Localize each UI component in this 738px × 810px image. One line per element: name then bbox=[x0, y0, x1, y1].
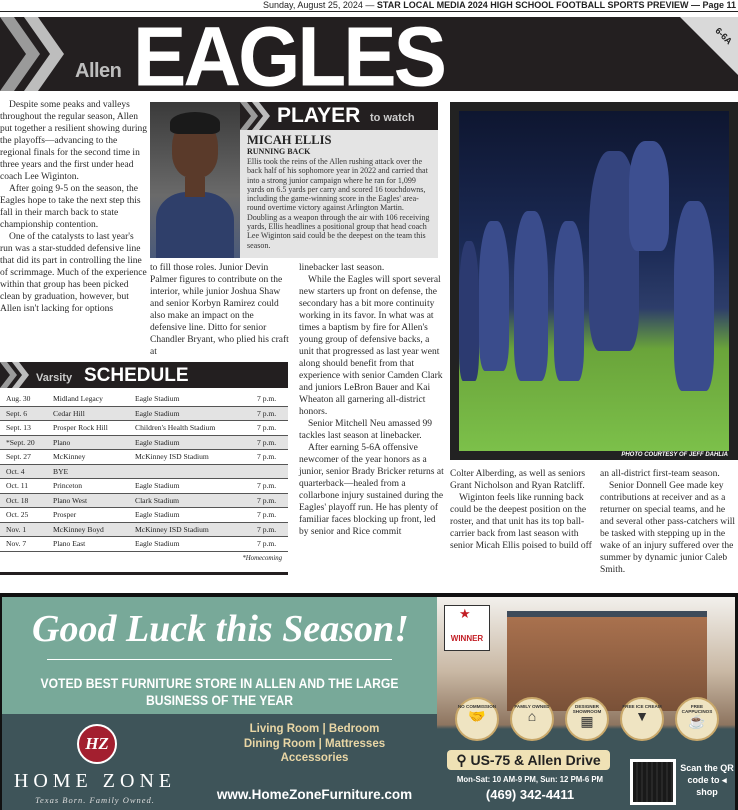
schedule-row bbox=[0, 392, 288, 407]
home-zone-logo: HZ bbox=[77, 724, 117, 764]
team-name: EAGLES bbox=[133, 17, 444, 91]
schedule-row bbox=[0, 465, 288, 480]
brand-name: HOME ZONE bbox=[13, 770, 177, 792]
store-building-image bbox=[507, 611, 707, 711]
map-pin-icon: ⚲ bbox=[456, 752, 471, 768]
publication-title: STAR LOCAL MEDIA 2024 HIGH SCHOOL FOOTBALL SPORTS PREVIEW bbox=[376, 0, 689, 10]
chevrons-icon bbox=[240, 102, 276, 130]
article-paragraph: Wiginton feels like running back could be the deepest position on the roster, and that unit has its top ball-carrier back from last season with senior Micah Ellis poised to build off bbox=[450, 493, 592, 551]
schedule-time: 7 p.m. bbox=[257, 394, 277, 403]
schedule-opponent: McKinney bbox=[53, 452, 86, 461]
badge-no-commission bbox=[455, 697, 499, 741]
schedule-opponent: BYE bbox=[53, 466, 69, 476]
article-column-4 bbox=[450, 468, 596, 552]
article-column-2 bbox=[150, 262, 290, 358]
schedule-venue: Clark Stadium bbox=[135, 495, 180, 505]
schedule-date: Sept. 27 bbox=[6, 452, 31, 461]
game-photo-image bbox=[459, 111, 729, 451]
schedule-date: *Sept. 20 bbox=[6, 437, 35, 447]
schedule-row bbox=[0, 508, 288, 523]
article-paragraph: While the Eagles will sport several new starters up front on defense, the secondary has a bit more continuity working in its favor. In what was at times a baptism by fire for Allen's young group of defensive backs, a unit that progressed as last year went along should benefit from that experience with senior Camden Clark and juniors LeBron Bauer and Kai Wheaton all garnering all-district honors. bbox=[299, 275, 443, 417]
store-phone[interactable]: (469) 342-4411 bbox=[485, 787, 575, 802]
schedule-heading: SCHEDULE bbox=[84, 365, 189, 386]
schedule-rule bbox=[0, 572, 288, 575]
schedule-opponent: Cedar Hill bbox=[53, 408, 85, 418]
schedule-time: 7 p.m. bbox=[257, 539, 277, 548]
handshake-icon: 🤝 bbox=[468, 710, 486, 725]
page-header-line bbox=[263, 0, 736, 10]
schedule-opponent: McKinney Boyd bbox=[53, 524, 104, 534]
house-icon: ⌂ bbox=[527, 710, 537, 725]
schedule-time: 7 p.m. bbox=[257, 495, 277, 505]
schedule-venue: Eagle Stadium bbox=[135, 510, 180, 519]
district-corner bbox=[680, 17, 738, 75]
schedule-opponent: Princeton bbox=[53, 481, 83, 490]
schedule-opponent: Midland Legacy bbox=[53, 394, 103, 403]
schedule-footnote: *Homecoming bbox=[242, 555, 282, 562]
store-hours: Mon-Sat: 10 AM-9 PM, Sun: 12 PM-6 PM bbox=[456, 775, 604, 784]
schedule-venue: Eagle Stadium bbox=[135, 539, 180, 548]
chevrons-icon bbox=[0, 362, 40, 388]
schedule-row bbox=[0, 421, 288, 436]
schedule-time: 7 p.m. bbox=[257, 437, 277, 447]
schedule-time: 7 p.m. bbox=[257, 510, 277, 519]
schedule-date: Aug. 30 bbox=[6, 394, 31, 403]
website-link[interactable]: www.HomeZoneFurniture.com bbox=[216, 787, 413, 802]
schedule-opponent: Plano bbox=[53, 437, 71, 447]
badge-label: FAMILY OWNED bbox=[514, 704, 550, 709]
schedule-row bbox=[0, 494, 288, 509]
player-heading-sub: to watch bbox=[370, 112, 415, 124]
schedule-heading-sub: Varsity bbox=[36, 372, 73, 384]
ad-store-panel bbox=[437, 597, 735, 810]
qr-code[interactable] bbox=[630, 759, 676, 805]
category-line: Dining Room | Mattresses bbox=[243, 737, 386, 750]
team-city: Allen bbox=[75, 60, 122, 82]
schedule-time: 7 p.m. bbox=[257, 452, 277, 461]
schedule-header bbox=[0, 362, 288, 388]
schedule-row bbox=[0, 450, 288, 465]
badge-label: DESIGNER SHOWROOM bbox=[572, 704, 602, 714]
article-paragraph: After earning 5-6A offensive newcomer of the year honors as a junior, senior Brady Bricker returns at quarterback—healed from a collarbone injury sustained during the Eagles' playoff run. He has plenty of familiar faces blocking up front, led by senior and Rice commit bbox=[299, 443, 444, 537]
team-banner bbox=[0, 17, 738, 91]
schedule-table bbox=[0, 392, 288, 552]
badge-free-cappucinos bbox=[675, 697, 719, 741]
schedule-row bbox=[0, 407, 288, 422]
scan-qr-text: Scan the QR code to ◂ shop bbox=[680, 763, 734, 797]
schedule-date: Nov. 1 bbox=[6, 524, 27, 534]
ad-brand-panel bbox=[2, 714, 437, 810]
category-line: Living Room | Bedroom bbox=[249, 723, 380, 735]
article-paragraph: to fill those roles. Junior Devin Palmer figures to contribute on the interior, while junior Joshua Shaw and senior Korbyn Ramirez could also make an impact on the defensive line. Ditto for senior Chandler Bryant, who plied his craft at bbox=[150, 263, 289, 357]
home-zone-ad bbox=[0, 593, 738, 810]
schedule-date: Sept. 13 bbox=[6, 423, 31, 432]
schedule-date: Oct. 18 bbox=[6, 495, 29, 505]
schedule-time: 7 p.m. bbox=[257, 423, 277, 432]
photo-credit: PHOTO COURTESY OF JEFF DAHLIA bbox=[621, 452, 728, 458]
schedule-opponent: Prosper bbox=[53, 510, 77, 519]
schedule-date: Oct. 11 bbox=[6, 481, 29, 490]
badge-family-owned bbox=[510, 697, 554, 741]
article-paragraph: an all-district first-team season. bbox=[600, 469, 720, 479]
schedule-venue: Eagle Stadium bbox=[135, 481, 180, 490]
schedule-venue: Children's Health Stadium bbox=[135, 423, 216, 432]
player-position: RUNNING BACK bbox=[247, 147, 311, 156]
article-paragraph: Senior Donnell Gee made key contributions at receiver and as a returner on special teams, and he and several other pass-catchers will be tasked with stepping up in the wake of an injury suffered over the summer by dynamic junior Caleb Smith. bbox=[600, 481, 736, 575]
article-paragraph: One of the catalysts to last year's run was a star-studded defensive line that did its part in controlling the line of scrimmage. Much of the experience within that group has been picked clean by graduation, however, but Allen isn't lacking for options bbox=[0, 232, 147, 314]
player-heading: PLAYER bbox=[277, 104, 361, 127]
player-headshot bbox=[150, 102, 240, 258]
schedule-venue: Eagle Stadium bbox=[135, 437, 180, 447]
location-text: US-75 & Allen Drive bbox=[470, 752, 601, 768]
player-bio: Ellis took the reins of the Allen rushing attack over the back half of his sophomore year in 2022 and carried that into a strong junior campaign where he ran for 1,099 yards on 6.5 yards per carry and scored 16 touchdowns, including the game-winning score in the Eagles' area-round overtime victory against Arlington Martin. Doubling as a weapon through the air with 106 receiving yards, Ellis headlines a positional group that head coach Lee Wiginton said could be the deepest on the team this season. bbox=[247, 157, 430, 250]
article-paragraph: linebacker last season. bbox=[299, 263, 385, 273]
issue-date: Sunday, August 25, 2024 — bbox=[263, 0, 377, 10]
article-paragraph: Despite some peaks and valleys throughout the regular season, Allen put together a resilient showing during the playoffs—advancing to the regional finals for the second time in three years and the first under head coach Lee Wiginton. bbox=[0, 100, 147, 182]
chevrons-icon bbox=[0, 17, 80, 91]
badge-label: NO COMMISSION bbox=[457, 704, 497, 709]
game-photo bbox=[450, 102, 738, 460]
varsity-schedule bbox=[0, 362, 288, 576]
badge-label: FREE CAPPUCINOS bbox=[681, 704, 713, 714]
ad-headline-panel bbox=[2, 597, 437, 714]
header-rule bbox=[0, 11, 738, 12]
badge-designer-showroom bbox=[565, 697, 609, 741]
article-column-1 bbox=[0, 99, 147, 315]
coffee-icon: ☕ bbox=[688, 715, 706, 730]
brand-tagline: Texas Born. Family Owned. bbox=[35, 795, 155, 805]
ad-headline: Good Luck this Season! bbox=[32, 608, 409, 650]
store-location bbox=[447, 750, 610, 770]
product-categories bbox=[192, 722, 437, 766]
ice-cream-icon: ▼ bbox=[635, 710, 649, 725]
schedule-row bbox=[0, 537, 288, 552]
schedule-opponent: Prosper Rock Hill bbox=[53, 423, 108, 432]
schedule-venue: Eagle Stadium bbox=[135, 408, 180, 418]
category-line: Accessories bbox=[280, 752, 349, 764]
star-icon: ★ bbox=[459, 606, 471, 621]
schedule-date: Oct. 4 bbox=[6, 466, 25, 476]
player-to-watch-header bbox=[240, 102, 438, 130]
badge-label: FREE ICE CREAM bbox=[622, 704, 662, 709]
building-icon: ▦ bbox=[580, 715, 594, 730]
schedule-opponent: Plano East bbox=[53, 539, 86, 548]
schedule-row bbox=[0, 523, 288, 538]
schedule-venue: Eagle Stadium bbox=[135, 394, 180, 403]
badge-free-ice-cream bbox=[620, 697, 664, 741]
article-paragraph: Colter Alberding, as well as seniors Grant Nicholson and Ryan Ratcliff. bbox=[450, 469, 586, 491]
schedule-date: Nov. 7 bbox=[6, 539, 27, 548]
article-paragraph: After going 9-5 on the season, the Eagles hope to take the next step this fall in their march back to state championship contention. bbox=[0, 184, 141, 230]
player-to-watch-box bbox=[240, 102, 438, 258]
schedule-date: Oct. 25 bbox=[6, 510, 29, 519]
district-label: 6-6A bbox=[713, 25, 735, 47]
ad-voted-text: VOTED BEST FURNITURE STORE IN ALLEN AND THE LARGE BUSINESS OF THE YEAR bbox=[40, 676, 399, 708]
schedule-opponent: Plano West bbox=[53, 495, 88, 505]
player-name: MICAH ELLIS bbox=[247, 133, 332, 147]
schedule-date: Sept. 6 bbox=[6, 408, 28, 418]
schedule-venue: McKinney ISD Stadium bbox=[135, 452, 209, 461]
schedule-venue: McKinney ISD Stadium bbox=[135, 524, 209, 534]
schedule-time: 7 p.m. bbox=[257, 481, 277, 490]
page-number: — Page 11 bbox=[688, 0, 736, 10]
schedule-time: 7 p.m. bbox=[257, 408, 277, 418]
schedule-time: 7 p.m. bbox=[257, 524, 277, 534]
schedule-row bbox=[0, 436, 288, 451]
schedule-row bbox=[0, 479, 288, 494]
article-column-3 bbox=[299, 262, 445, 538]
best-of-winner-badge: WINNER bbox=[444, 605, 490, 651]
article-paragraph: Senior Mitchell Neu amassed 99 tackles last season at linebacker. bbox=[299, 419, 433, 441]
article-column-5 bbox=[600, 468, 738, 576]
